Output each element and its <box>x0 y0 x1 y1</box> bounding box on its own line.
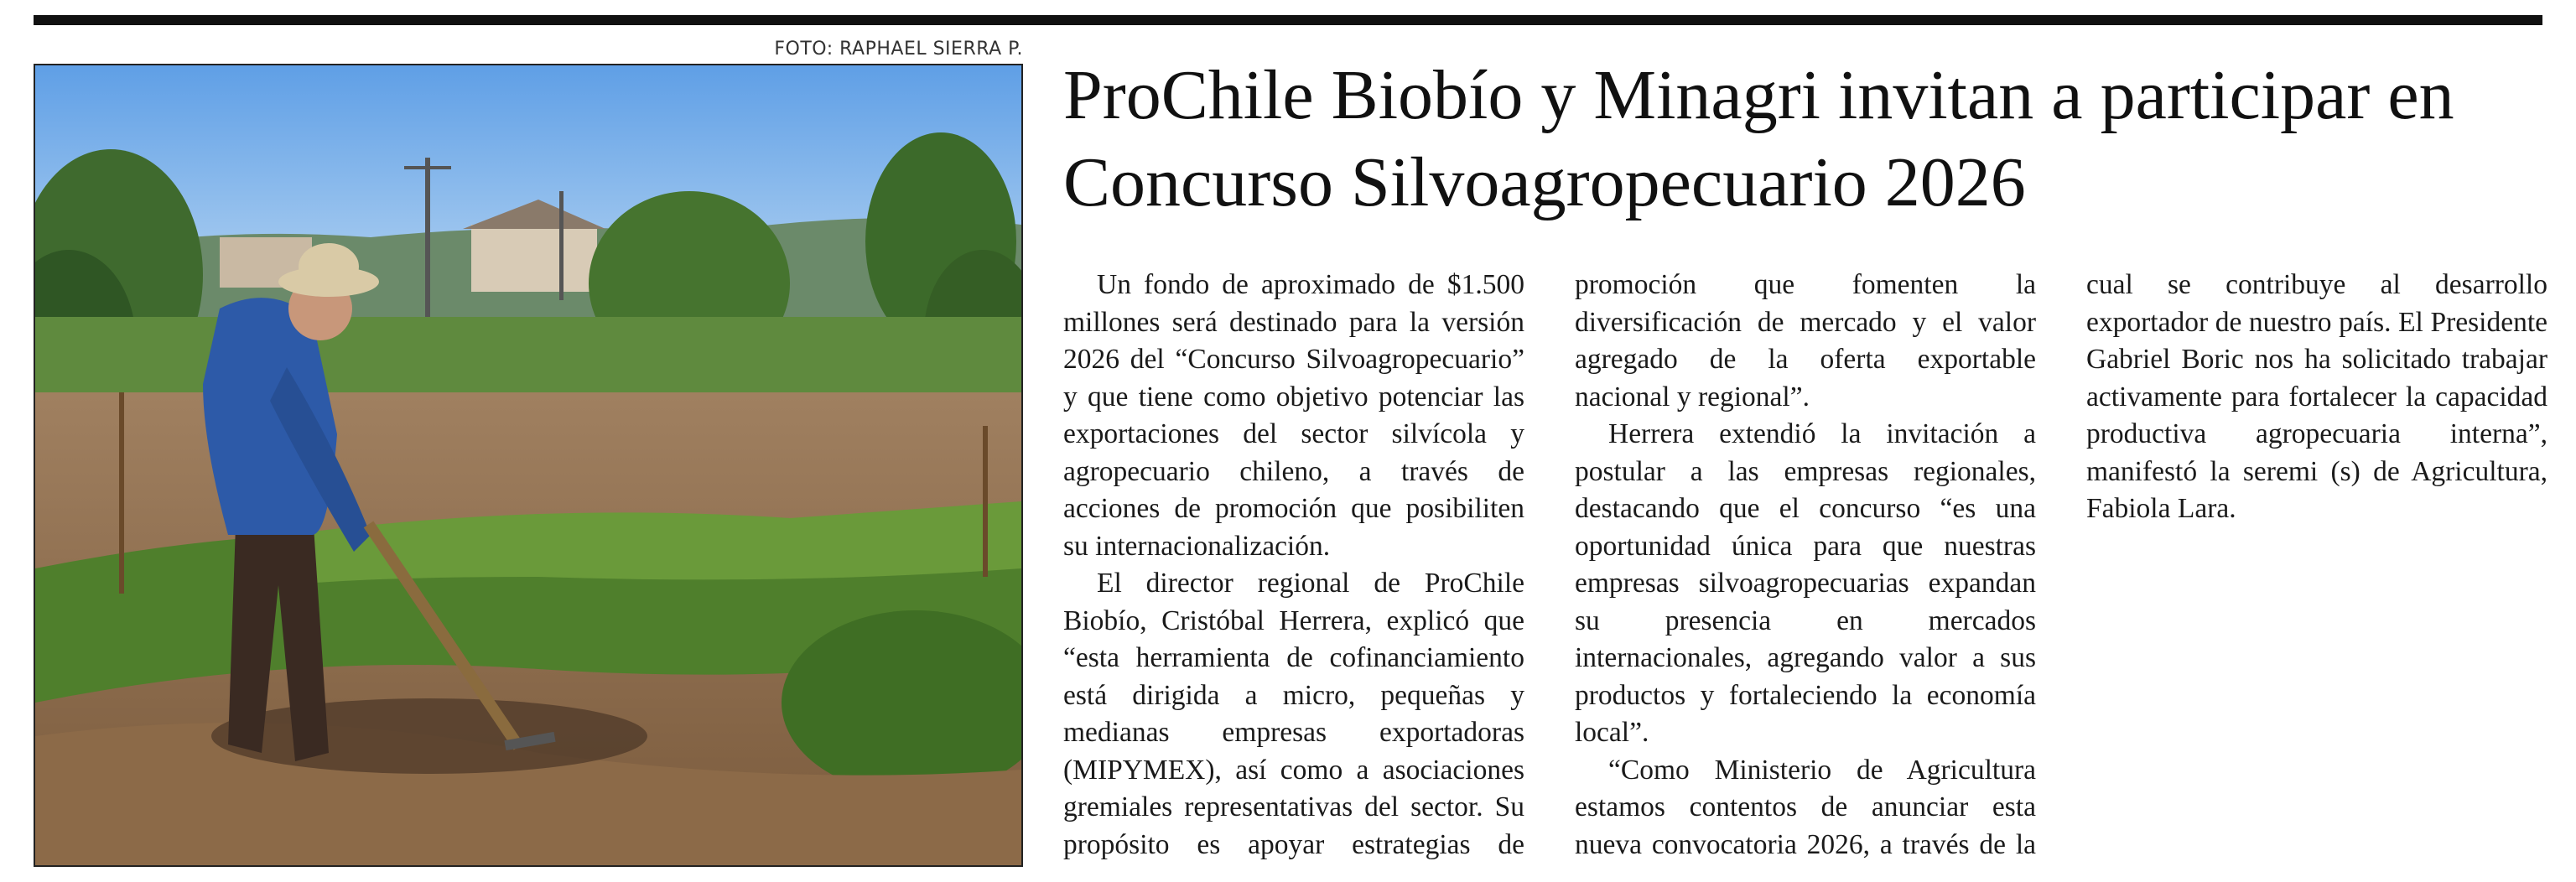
headline: ProChile Biobío y Minagri invitan a participar en Concurso Silvoagropecuario 2026 <box>1063 56 2454 221</box>
article-photo <box>34 64 1023 867</box>
paragraph: Un fondo de aproximado de $1.500 millones será destinado para la versión 2026 del “Concurso Silvoagropecuario” y que tiene como objetivo potenciar las exportaciones del sector silvícola y agropecuario chileno, a través de acciones de promoción que posibiliten su internacionalización. <box>1063 269 1524 562</box>
top-rule <box>34 15 2542 25</box>
paragraph: “Como Ministerio de Agricultura estamos contentos de anunciar esta nueva convocatoria 2026, a través de la cual se contribuye al desarrollo exportador de nuestro país. El Presidente Gabriel Boric nos ha solicitado trabajar activamente para fortalecer la capacidad productiva agropecuaria interna”, manifestó la seremi (s) de Agricultura, Fabiola Lara. <box>1575 269 2547 860</box>
paragraph: El director regional de ProChile Biobío, Cristóbal Herrera, explicó que “esta herramienta de cofinanciamiento está dirigida a micro, pequeñas y medianas empresas exportadoras (MIPYMEX), así como a asociaciones gremiales representativas del sector. Su propósito es apoyar estrategias de promoción que fomenten la diversificación de mercado y el valor agregado de la oferta exportable nacional y regional”. <box>1063 269 2036 860</box>
article-body <box>1063 267 2547 870</box>
photo-credit: FOTO: RAPHAEL SIERRA P. <box>774 39 1023 60</box>
paragraph: Herrera extendió la invitación a postular a las empresas regionales, destacando que el concurso “es una oportunidad única para que nuestras empresas silvoagropecuarias expandan su presencia en mercados internacionales, agregando valor a sus productos y fortaleciendo la economía local”. <box>1575 418 2036 748</box>
